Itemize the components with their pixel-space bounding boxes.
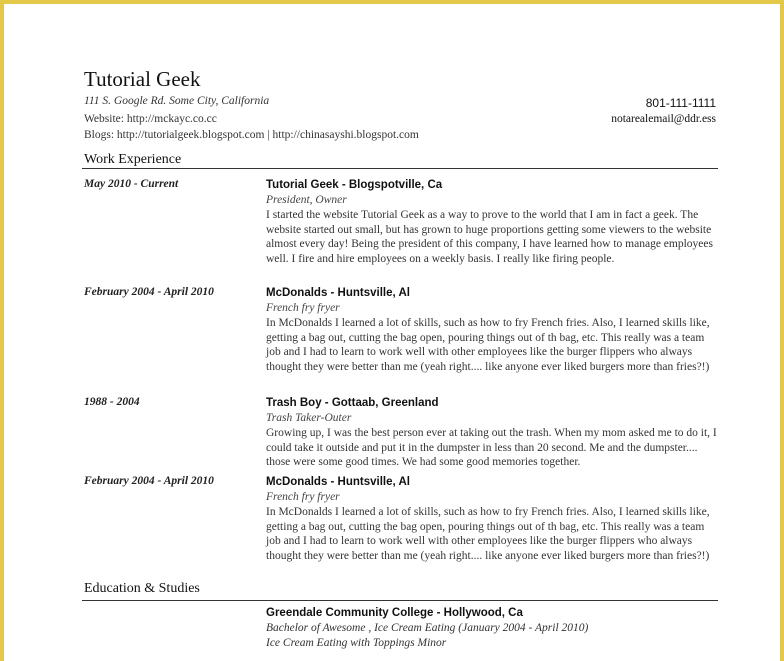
- minor: Ice Cream Eating with Toppings Minor: [266, 637, 447, 649]
- entry-company: Trash Boy - Gottaab, Greenland: [266, 397, 439, 409]
- entry-body: [266, 178, 721, 267]
- section-divider-work: [82, 168, 718, 169]
- entry-body: [266, 286, 721, 375]
- entry-description: In McDonalds I learned a lot of skills, such as how to fry French fries. Also, I learned skills like, getting a bag out, cutting the bag open, pouring things out of th bag, etc. This really was a team job and I had to learn to work well with other employees like the burger flippers who always thought they were better than me (yeah right.... like anyone ever liked burgers more than fries?!): [266, 317, 710, 374]
- entry-description: In McDonalds I learned a lot of skills, such as how to fry French fries. Also, I learned skills like, getting a bag out, cutting the bag open, pouring things out of th bag, etc. This really was a team job and I had to learn to work well with other employees like the burger flippers who always thought they were better than me (yeah right.... like anyone ever liked burgers more than fries?!): [266, 506, 710, 563]
- email-address: notarealemail@ddr.ess: [611, 113, 716, 125]
- resume-name: Tutorial Geek: [84, 67, 201, 91]
- entry-role: President, Owner: [266, 194, 347, 206]
- section-title-work: Work Experience: [84, 152, 182, 167]
- education-entry: [266, 606, 726, 651]
- entry-date: February 2004 - April 2010: [84, 475, 214, 487]
- entry-description: I started the website Tutorial Geek as a way to prove to the world that I am in fact a geek. The website started out small, but has grown to huge proportions getting some viewers to the website almost every day! Being the president of this company, I have learned how to manage employees well. I fire and hire employees on a weekly basis. I really like firing people.: [266, 209, 713, 266]
- entry-company: McDonalds - Huntsville, Al: [266, 476, 410, 488]
- entry-company: McDonalds - Huntsville, Al: [266, 287, 410, 299]
- entry-role: French fry fryer: [266, 491, 340, 503]
- entry-body: [266, 475, 721, 564]
- entry-role: Trash Taker-Outer: [266, 412, 352, 424]
- entry-description: Growing up, I was the best person ever at taking out the trash. When my mom asked me to do it, I could take it outside and put it in the dumpster in less than 20 second. Me and the dumpster.... those were some good times. We had some good memories together.: [266, 427, 717, 469]
- website-line: Website: http://mckayc.co.cc: [84, 113, 217, 125]
- entry-date: February 2004 - April 2010: [84, 286, 214, 298]
- section-divider-education: [82, 600, 718, 601]
- phone-number: 801-111-1111: [645, 96, 716, 110]
- address: 111 S. Google Rd. Some City, California: [84, 95, 270, 107]
- entry-role: French fry fryer: [266, 302, 340, 314]
- entry-body: [266, 396, 721, 470]
- resume-page: [4, 4, 784, 661]
- school-name: Greendale Community College - Hollywood, Ca: [266, 607, 523, 619]
- entry-date: May 2010 - Current: [84, 178, 179, 190]
- section-title-education: Education & Studies: [84, 581, 200, 596]
- blogs-line: Blogs: http://tutorialgeek.blogspot.com | http://chinasayshi.blogspot.com: [84, 129, 419, 141]
- entry-company: Tutorial Geek - Blogspotville, Ca: [266, 179, 443, 191]
- degree: Bachelor of Awesome , Ice Cream Eating (January 2004 - April 2010): [266, 622, 589, 634]
- entry-date: 1988 - 2004: [84, 396, 140, 408]
